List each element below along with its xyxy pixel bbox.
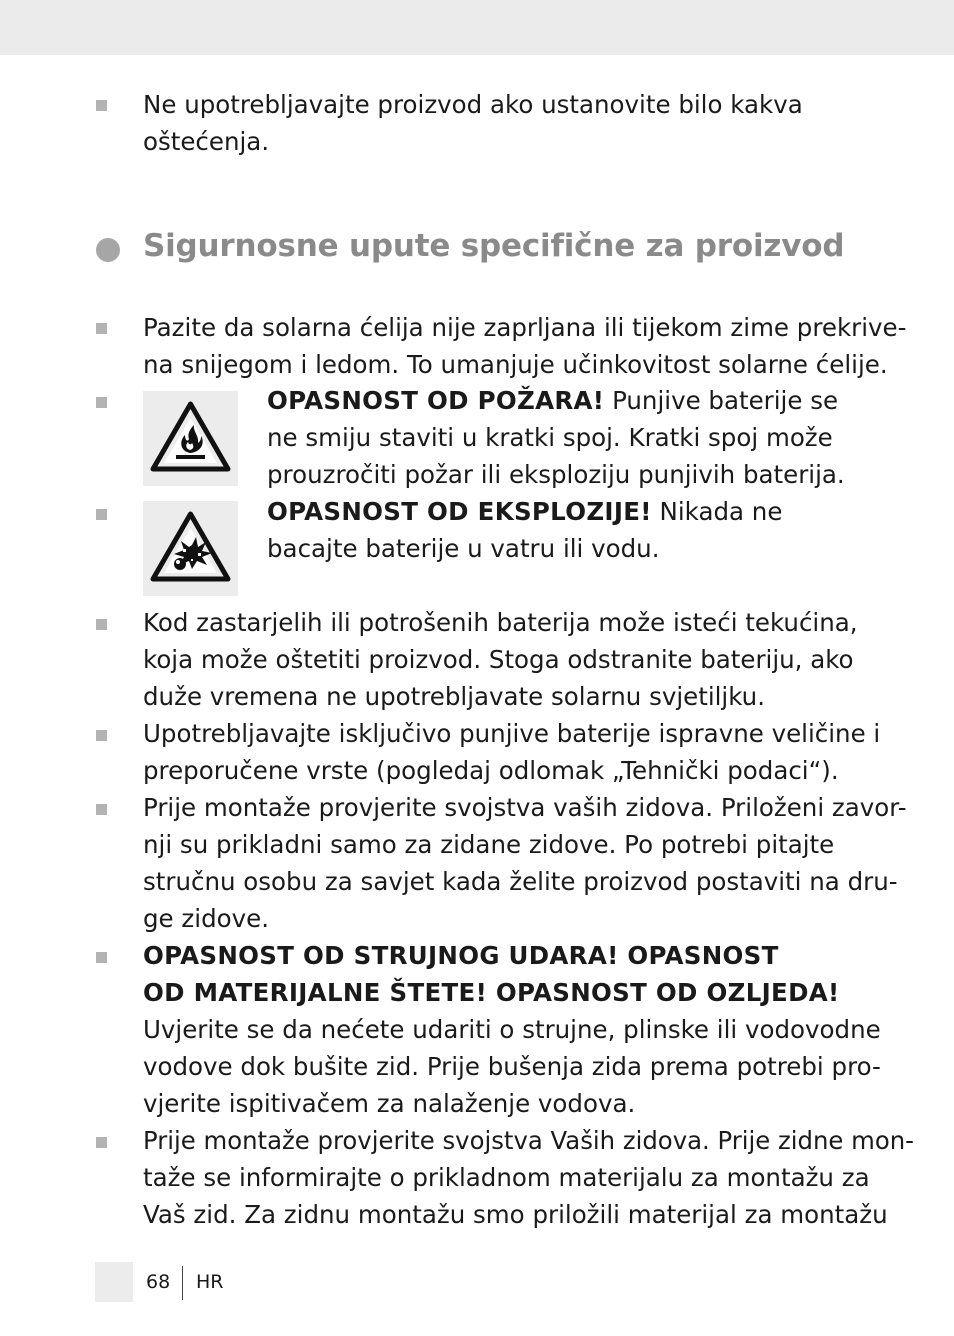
text-line: ge zidove. <box>143 904 269 933</box>
text-line: vodove dok bušite zid. Prije bušenja zida prema potrebi pro- <box>143 1052 881 1081</box>
text-line: duže vremena ne upotrebljavate solarnu svjetiljku. <box>143 682 765 711</box>
text-line: oštećenja. <box>143 127 270 156</box>
text-span: Nikada ne <box>659 497 783 526</box>
list-item-text <box>143 86 803 160</box>
warning-label: OD MATERIJALNE ŠTETE! OPASNOST OD OZLJEDA! <box>143 978 840 1007</box>
list-bullet <box>96 952 107 963</box>
text-line: preporučene vrste (pogledaj odlomak „Tehnički podaci“). <box>143 756 839 785</box>
text-line: Prije montaže provjerite svojstva Vaših zidova. Prije zidne mon- <box>143 1126 914 1155</box>
list-item-text <box>143 604 858 715</box>
list-bullet <box>96 397 107 408</box>
text-line: Ne upotrebljavajte proizvod ako ustanovite bilo kakva <box>143 90 803 119</box>
list-item-text <box>143 309 906 383</box>
explosion-hazard-icon <box>143 501 238 596</box>
text-line: taže se informirajte o prikladnom materijalu za montažu za <box>143 1163 870 1192</box>
text-line: prouzročiti požar ili eksploziju punjivih baterija. <box>267 460 845 489</box>
warning-item-text <box>267 493 782 567</box>
list-bullet <box>96 619 107 630</box>
text-span: Punjive baterije se <box>612 386 839 415</box>
list-bullet <box>96 1137 107 1148</box>
list-item-text <box>143 1122 919 1233</box>
list-bullet <box>96 509 107 520</box>
text-line: Uvjerite se da nećete udariti o strujne, plinske ili vodovodne <box>143 1015 881 1044</box>
warning-item-text <box>267 382 845 493</box>
text-line: vjerite ispitivačem za nalaženje vodova. <box>143 1089 636 1118</box>
text-line: Pazite da solarna ćelija nije zaprljana ili tijekom zime prekrive- <box>143 313 907 342</box>
text-line <box>267 493 782 530</box>
list-item-text <box>143 715 880 789</box>
text-line <box>267 382 838 419</box>
text-line: Prije montaže provjerite svojstva vaših zidova. Priloženi zavor- <box>143 793 907 822</box>
text-line: Kod zastarjelih ili potrošenih baterija može isteći tekućina, <box>143 608 858 637</box>
heading-bullet-icon <box>96 238 120 262</box>
list-item-text <box>143 937 881 1122</box>
warning-label: OPASNOST OD STRUJNOG UDARA! OPASNOST <box>143 941 779 970</box>
section-heading: Sigurnosne upute specifične za proizvod <box>143 228 845 264</box>
text-line: Upotrebljavajte isključivo punjive baterije ispravne veličine i <box>143 719 881 748</box>
page-number: 68 <box>146 1271 171 1293</box>
footer-marker <box>95 1262 133 1302</box>
fire-hazard-icon <box>143 391 238 486</box>
language-code: HR <box>196 1271 224 1293</box>
list-bullet <box>96 100 107 111</box>
warning-label: OPASNOST OD EKSPLOZIJE! <box>267 497 652 526</box>
text-line: nji su prikladni samo za zidane zidove. Po potrebi pitajte <box>143 830 835 859</box>
warning-label: OPASNOST OD POŽARA! <box>267 386 605 415</box>
text-line: bacajte baterije u vatru ili vodu. <box>267 534 660 563</box>
top-header-band <box>0 0 954 55</box>
text-line: stručnu osobu za savjet kada želite proizvod postaviti na dru- <box>143 867 898 896</box>
text-line: na snijegom i ledom. To umanjuje učinkovitost solarne ćelije. <box>143 350 888 379</box>
list-bullet <box>96 730 107 741</box>
text-line: koja može oštetiti proizvod. Stoga odstranite bateriju, ako <box>143 645 854 674</box>
text-line: ne smiju staviti u kratki spoj. Kratki spoj može <box>267 423 833 452</box>
list-bullet <box>96 323 107 334</box>
list-bullet <box>96 804 107 815</box>
list-item-text <box>143 789 907 937</box>
text-line: Vaš zid. Za zidnu montažu smo priložili materijal za montažu <box>143 1200 888 1229</box>
footer-divider <box>182 1266 183 1300</box>
